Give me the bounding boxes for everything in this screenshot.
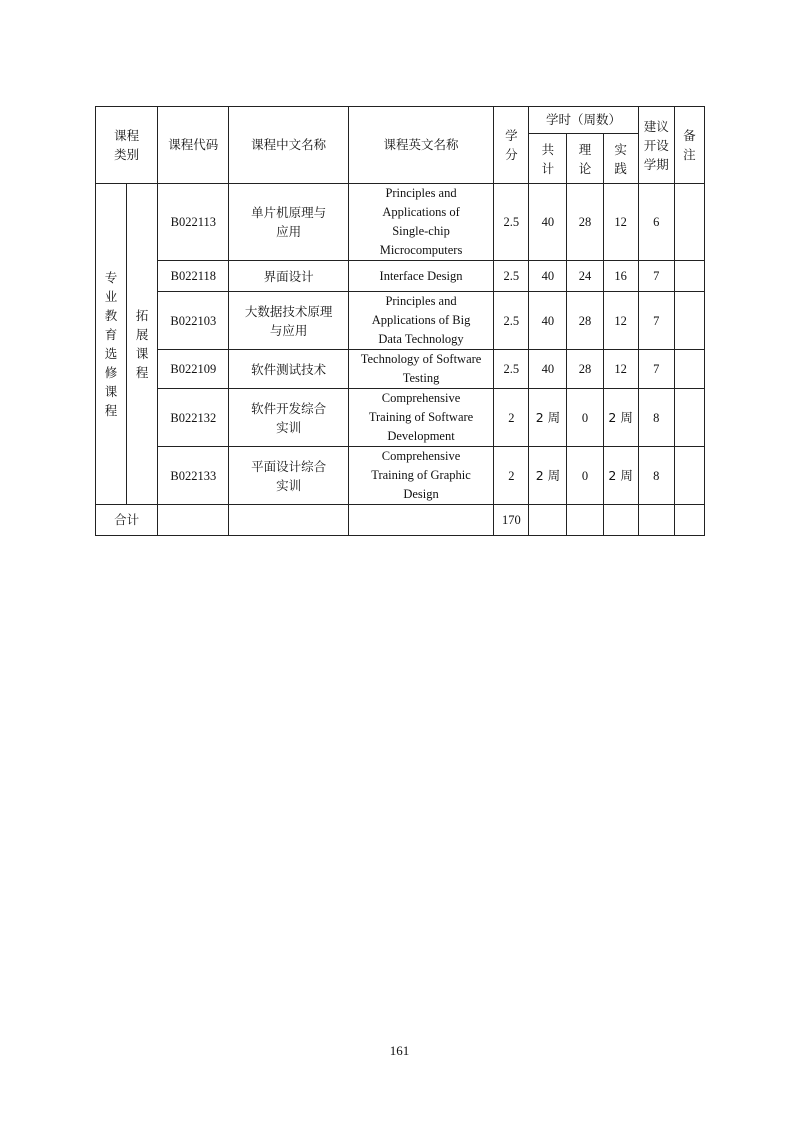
course-name-en: Principles and Applications of Big Data Technology xyxy=(348,292,493,350)
course-remarks xyxy=(674,350,704,389)
course-remarks xyxy=(674,389,704,447)
course-hours-theory: 0 xyxy=(567,389,603,447)
course-remarks xyxy=(674,447,704,505)
course-remarks xyxy=(674,184,704,261)
header-credits: 学 分 xyxy=(494,107,529,184)
page-number: 161 xyxy=(389,1043,410,1058)
course-credits: 2.5 xyxy=(494,261,529,292)
course-code: B022109 xyxy=(158,350,229,389)
header-hours-practice: 实 践 xyxy=(603,134,638,184)
course-code: B022118 xyxy=(158,261,229,292)
course-name-en: Technology of Software Testing xyxy=(348,350,493,389)
course-hours-theory: 28 xyxy=(567,350,603,389)
course-name-cn: 软件测试技术 xyxy=(229,350,348,389)
course-code: B022132 xyxy=(158,389,229,447)
course-name-en: Principles and Applications of Single-chip Microcomputers xyxy=(348,184,493,261)
total-empty-cell xyxy=(229,505,348,536)
course-hours-total: 2 周 xyxy=(529,447,567,505)
course-semester: 7 xyxy=(638,292,674,350)
course-hours-total: 40 xyxy=(529,261,567,292)
course-hours-total: 40 xyxy=(529,292,567,350)
category-main: 专 业 教 育 选 修 课 程 xyxy=(96,184,127,505)
course-hours-total: 40 xyxy=(529,350,567,389)
course-hours-practice: 2 周 xyxy=(603,389,638,447)
table-row xyxy=(96,261,705,292)
course-hours-theory: 28 xyxy=(567,292,603,350)
course-name-en: Comprehensive Training of Software Development xyxy=(348,389,493,447)
total-row xyxy=(96,505,705,536)
course-name-cn: 软件开发综合 实训 xyxy=(229,389,348,447)
table-row xyxy=(96,447,705,505)
course-remarks xyxy=(674,292,704,350)
table-row xyxy=(96,184,705,261)
header-category: 课程 类别 xyxy=(96,107,158,184)
header-hours-group: 学时（周数） xyxy=(529,107,638,134)
total-empty-cell xyxy=(529,505,567,536)
header-semester: 建议 开设 学期 xyxy=(638,107,674,184)
course-code: B022103 xyxy=(158,292,229,350)
course-name-en: Comprehensive Training of Graphic Design xyxy=(348,447,493,505)
course-remarks xyxy=(674,261,704,292)
curriculum-table xyxy=(95,106,705,536)
course-hours-theory: 28 xyxy=(567,184,603,261)
course-semester: 8 xyxy=(638,447,674,505)
course-hours-practice: 2 周 xyxy=(603,447,638,505)
course-name-cn: 大数据技术原理 与应用 xyxy=(229,292,348,350)
total-label: 合计 xyxy=(96,505,158,536)
total-empty-cell xyxy=(674,505,704,536)
course-code: B022113 xyxy=(158,184,229,261)
header-code: 课程代码 xyxy=(158,107,229,184)
header-hours-theory: 理 论 xyxy=(567,134,603,184)
table-row xyxy=(96,350,705,389)
total-empty-cell xyxy=(638,505,674,536)
course-hours-theory: 0 xyxy=(567,447,603,505)
category-sub: 拓 展 课 程 xyxy=(127,184,158,505)
total-credits: 170 xyxy=(494,505,529,536)
course-credits: 2 xyxy=(494,389,529,447)
header-name-cn: 课程中文名称 xyxy=(229,107,348,184)
course-semester: 6 xyxy=(638,184,674,261)
total-empty-cell xyxy=(348,505,493,536)
course-semester: 8 xyxy=(638,389,674,447)
course-semester: 7 xyxy=(638,261,674,292)
course-hours-total: 2 周 xyxy=(529,389,567,447)
course-code: B022133 xyxy=(158,447,229,505)
course-hours-practice: 12 xyxy=(603,292,638,350)
total-empty-cell xyxy=(158,505,229,536)
course-hours-practice: 16 xyxy=(603,261,638,292)
course-credits: 2.5 xyxy=(494,350,529,389)
course-hours-total: 40 xyxy=(529,184,567,261)
course-credits: 2.5 xyxy=(494,184,529,261)
course-hours-practice: 12 xyxy=(603,350,638,389)
course-name-en: Interface Design xyxy=(348,261,493,292)
total-empty-cell xyxy=(567,505,603,536)
course-name-cn: 平面设计综合 实训 xyxy=(229,447,348,505)
course-name-cn: 单片机原理与 应用 xyxy=(229,184,348,261)
total-empty-cell xyxy=(603,505,638,536)
table-row xyxy=(96,389,705,447)
header-name-en: 课程英文名称 xyxy=(348,107,493,184)
course-credits: 2.5 xyxy=(494,292,529,350)
course-hours-theory: 24 xyxy=(567,261,603,292)
course-hours-practice: 12 xyxy=(603,184,638,261)
header-hours-total: 共 计 xyxy=(529,134,567,184)
header-remarks: 备 注 xyxy=(674,107,704,184)
table-row xyxy=(96,292,705,350)
course-credits: 2 xyxy=(494,447,529,505)
course-name-cn: 界面设计 xyxy=(229,261,348,292)
course-semester: 7 xyxy=(638,350,674,389)
